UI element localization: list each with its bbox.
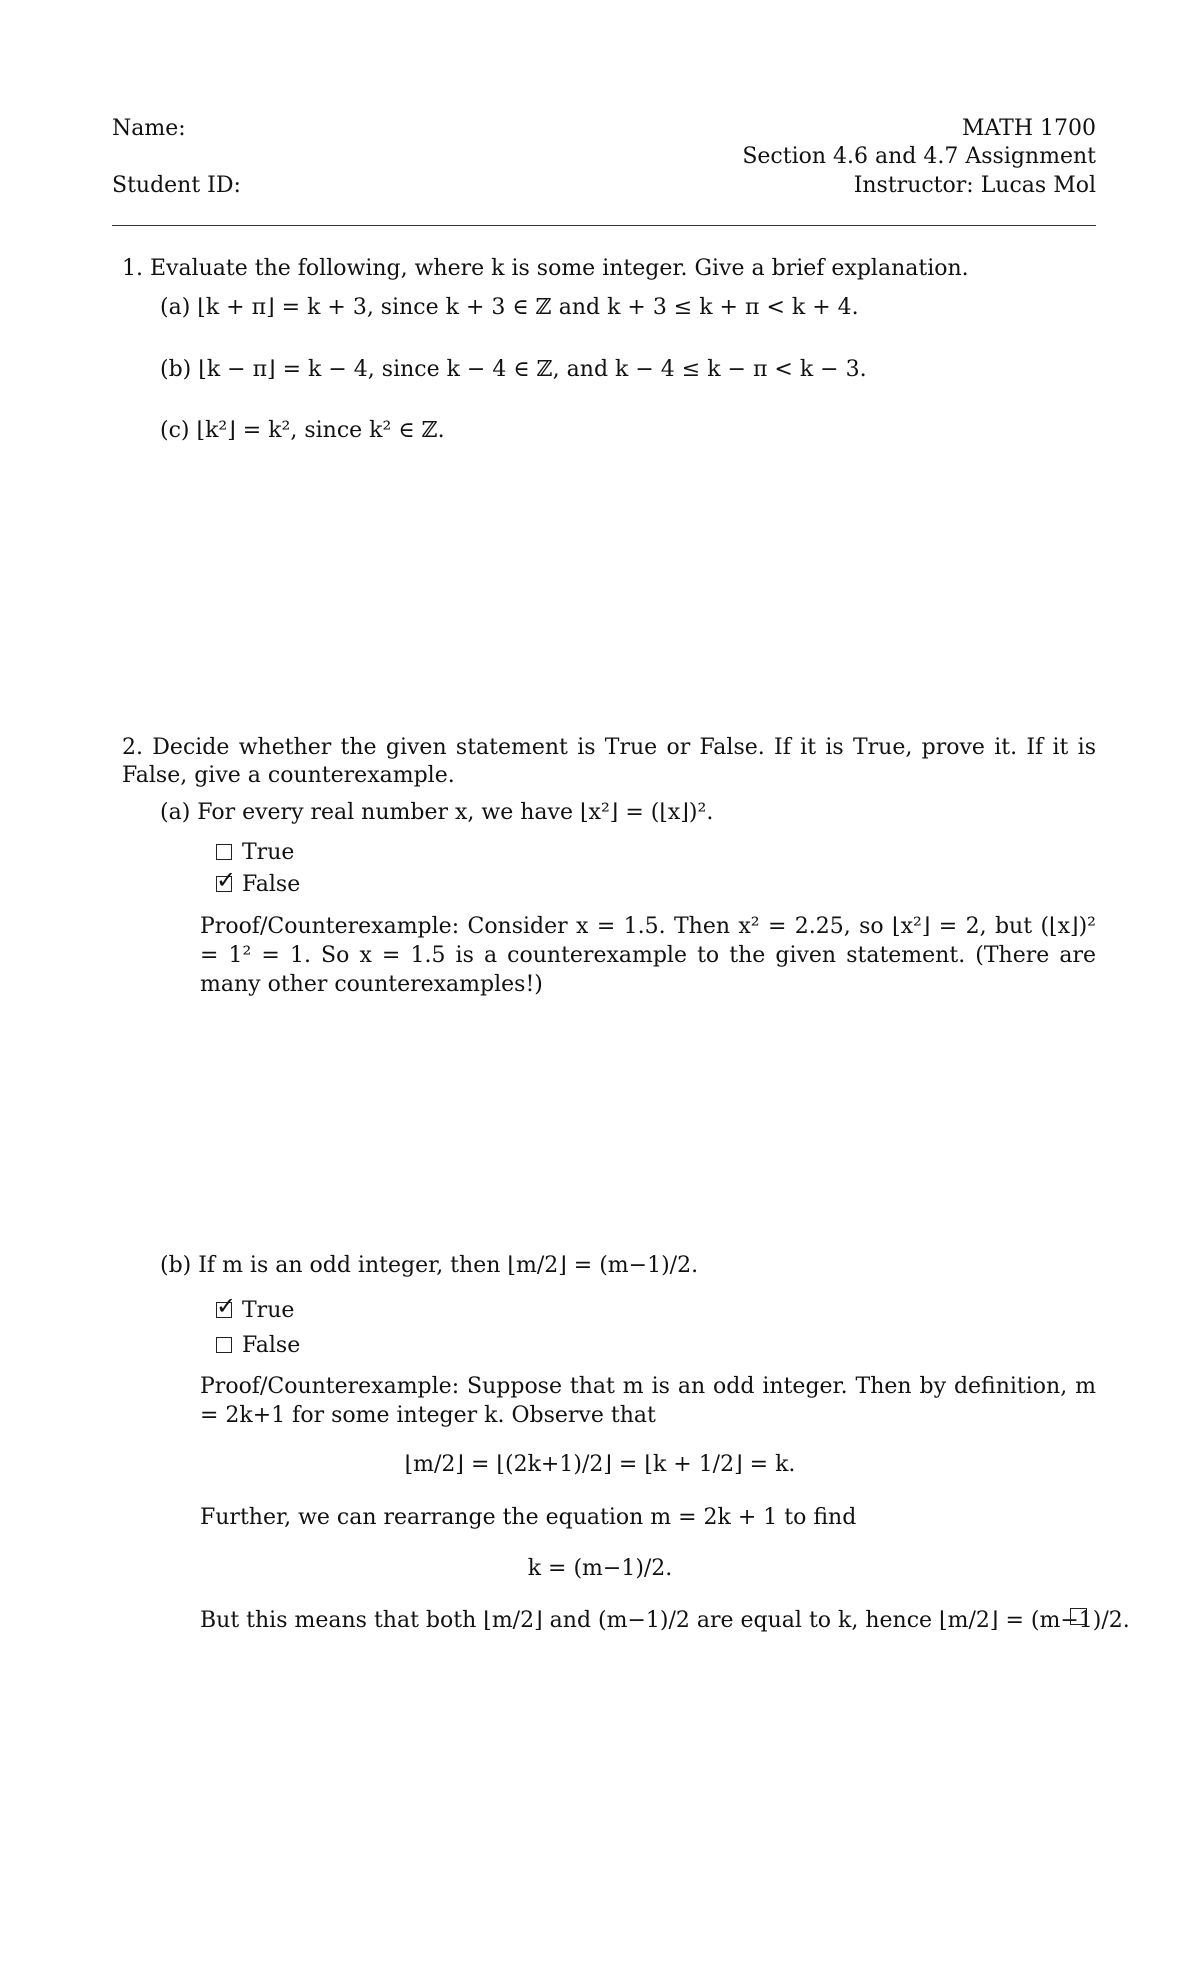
q2b-statement: (b) If m is an odd integer, then ⌊m/2⌋ = (m−1)/2. (160, 1253, 699, 1278)
q2a-false-label: False (242, 872, 301, 897)
q1-prompt: 1. Evaluate the following, where k is some integer. Give a brief explanation. (122, 256, 969, 281)
q2b-equation-1: ⌊m/2⌋ = ⌊(2k+1)/2⌋ = ⌊k + 1/2⌋ = k. (404, 1452, 796, 1477)
assignment-title: Section 4.6 and 4.7 Assignment (742, 144, 1096, 169)
q2b-option-false[interactable] (216, 1333, 300, 1358)
q2b-conclusion: But this means that both ⌊m/2⌋ and (m−1)/2 are equal to k, hence ⌊m/2⌋ = (m−1)/2. (200, 1608, 1130, 1633)
name-label: Name: (112, 116, 186, 141)
q1-part-b: (b) ⌊k − π⌋ = k − 4, since k − 4 ∈ ℤ, and k − 4 ≤ k − π < k − 3. (160, 357, 867, 382)
check-mark-icon: ✓ (216, 1292, 237, 1320)
q2b-false-checkbox[interactable] (216, 1337, 232, 1353)
q2b-true-checkbox[interactable] (216, 1292, 237, 1320)
q2b-true-label: True (242, 1298, 295, 1323)
header-divider (112, 225, 1096, 226)
q2-prompt: 2. Decide whether the given statement is True or False. If it is True, prove it. If it is False, give a counterexample. (122, 735, 1096, 788)
student-id-label: Student ID: (112, 173, 241, 198)
q2b-equation-2: k = (m−1)/2. (527, 1556, 673, 1581)
q2b-false-label: False (242, 1333, 301, 1358)
q1-part-c: (c) ⌊k²⌋ = k², since k² ∈ ℤ. (160, 418, 445, 443)
check-mark-icon: ✓ (216, 866, 237, 894)
instructor-name: Instructor: Lucas Mol (853, 173, 1096, 198)
qed-box-icon (1070, 1608, 1087, 1625)
q2a-statement: (a) For every real number x, we have ⌊x²⌋ = (⌊x⌋)². (160, 800, 714, 825)
q2a-option-false[interactable] (216, 866, 301, 897)
q2b-further: Further, we can rearrange the equation m = 2k + 1 to find (200, 1505, 857, 1530)
q2a-true-checkbox[interactable] (216, 844, 232, 860)
q2a-false-checkbox[interactable] (216, 866, 237, 894)
q2a-proof: Proof/Counterexample: Consider x = 1.5. Then x² = 2.25, so ⌊x²⌋ = 2, but (⌊x⌋)² = 1² = 1. So x = 1.5 is a counterexample to the given statement. (There are many other counterexamples!) (200, 914, 1096, 997)
q2a-true-label: True (242, 840, 295, 865)
q2a-option-true[interactable] (216, 840, 294, 865)
q2b-proof-intro: Proof/Counterexample: Suppose that m is an odd integer. Then by definition, m = 2k+1 for some integer k. Observe that (200, 1374, 1096, 1428)
q1-part-a: (a) ⌊k + π⌋ = k + 3, since k + 3 ∈ ℤ and k + 3 ≤ k + π < k + 4. (160, 295, 859, 320)
q2b-option-true[interactable] (216, 1292, 295, 1323)
course-code: MATH 1700 (961, 116, 1096, 141)
